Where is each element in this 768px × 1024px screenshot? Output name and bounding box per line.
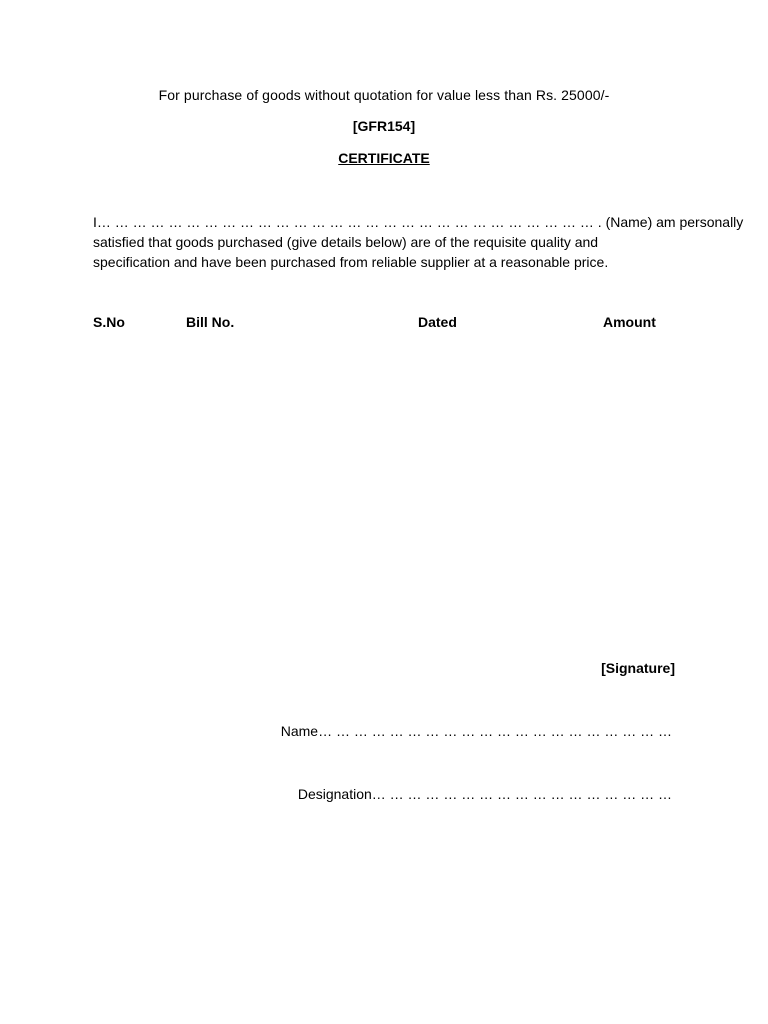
intro-text: For purchase of goods without quotation for value less than Rs. 25000/- bbox=[158, 87, 610, 103]
column-header-sno: S.No bbox=[93, 314, 125, 330]
designation-field-line: Designation… … … … … … … … … … … … … … … … … bbox=[297, 786, 672, 802]
paragraph-line-3: specification and have been purchased from reliable supplier at a reasonable price. bbox=[93, 254, 609, 270]
column-header-bill-no: Bill No. bbox=[186, 314, 235, 330]
paragraph-line-1: I… … … … … … … … … … … … … … … … … … … … … … … … … … … … . (Name) am personally bbox=[93, 214, 744, 230]
certificate-title: CERTIFICATE bbox=[338, 150, 430, 166]
column-header-amount: Amount bbox=[603, 314, 656, 330]
paragraph-line-2: satisfied that goods purchased (give details below) are of the requisite quality and bbox=[93, 234, 599, 250]
signature-label: [Signature] bbox=[601, 660, 675, 676]
name-field-line: Name… … … … … … … … … … … … … … … … … … … … bbox=[280, 723, 672, 739]
column-header-dated: Dated bbox=[418, 314, 457, 330]
certification-paragraph bbox=[93, 212, 744, 272]
gfr-reference: [GFR154] bbox=[352, 118, 416, 134]
